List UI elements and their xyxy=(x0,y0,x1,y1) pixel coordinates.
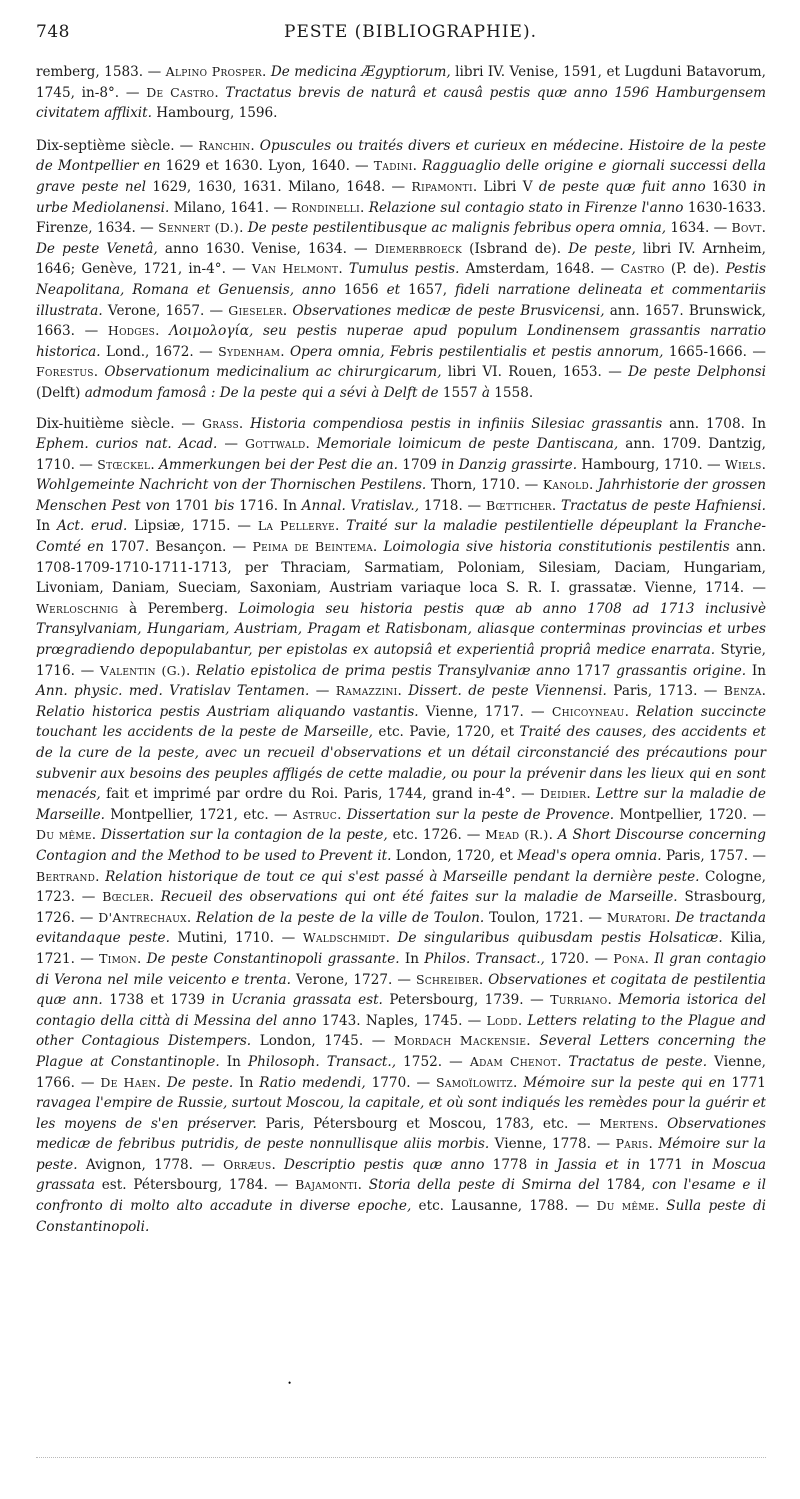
text-run: . xyxy=(644,950,655,967)
text-run: . xyxy=(95,868,106,885)
text-run: 1630 xyxy=(705,178,753,195)
text-run: . xyxy=(478,971,489,988)
text-run: Vienne, 1766. — xyxy=(36,1053,766,1091)
text-run: Lipsiæ, 1715. — xyxy=(127,518,258,535)
work-title: Ephem. curios nat. Acad. xyxy=(36,436,218,453)
text-run: Lond., 1672. — xyxy=(100,343,219,360)
text-run: 1738 et 1739 xyxy=(102,992,212,1009)
author-name: Peima de Beintema xyxy=(252,539,373,555)
author-name: Bœtticher xyxy=(485,497,552,513)
work-title: Observationes et cogitata de pestilentia quæ ann. xyxy=(36,971,766,1009)
author-name: Bertrand xyxy=(36,868,96,884)
text-run: Montpellier, 1721, etc. — xyxy=(104,806,293,823)
text-run: 1656 xyxy=(335,281,387,298)
author-name: Turriano xyxy=(550,992,608,1008)
text-run: . xyxy=(305,436,317,453)
text-run: . xyxy=(385,930,398,947)
work-title: Dissert. de peste Viennensi. xyxy=(408,683,607,700)
work-title: De tractanda evitandaque peste. xyxy=(36,909,766,947)
text-run: libri IV. Arnheim, 1646; Genève, 1721, in-4°. — xyxy=(36,240,766,278)
text-run: — xyxy=(309,683,336,700)
text-run: . xyxy=(607,992,619,1009)
work-title: Relatio epistolica de prima pestis Transylvaniæ anno xyxy=(196,662,571,679)
text-run: Dix-septième siècle. — xyxy=(36,137,199,154)
text-run: London, 1745. — xyxy=(251,1033,394,1050)
author-name: Hodges xyxy=(107,323,156,339)
footer-rule xyxy=(36,1457,766,1458)
text-run: etc. Lausanne, 1788. — xyxy=(411,1198,597,1215)
author-name: Mead (R.) xyxy=(485,827,549,843)
text-run: Paris, 1757. — xyxy=(661,847,766,864)
author-name: Mertens xyxy=(599,1115,655,1131)
text-run: . xyxy=(512,1074,524,1091)
text-run: 1707. Besançon. — xyxy=(104,539,253,556)
author-name: Benza xyxy=(723,683,762,699)
text-run: . xyxy=(761,683,766,700)
text-run: Verone, 1727. — xyxy=(290,971,416,988)
work-title: Relation de la peste de la ville de Toulon. xyxy=(196,909,485,926)
work-title: Tractatus de peste Hafniensi. xyxy=(561,497,766,514)
text-run: Amsterdam, 1648. — xyxy=(459,261,621,278)
text-run: libri VI. Rouen, 1653. — xyxy=(441,364,629,381)
author-name: Du même xyxy=(36,827,92,843)
author-name: Ramazzini xyxy=(335,683,398,699)
text-run: ann. 1709. Dantzig, 1710. — xyxy=(36,436,766,473)
author-name: Bœcler xyxy=(102,889,150,905)
work-title: De peste Delphonsi xyxy=(628,364,767,381)
text-run: . xyxy=(149,889,161,906)
author-name: Gieseler xyxy=(228,302,283,318)
text-run: . xyxy=(526,1033,540,1050)
text-run: . xyxy=(654,1198,667,1215)
author-name: Ripamonti xyxy=(411,178,473,194)
work-title: ravagea l'empire de Russie, surtout Moscou, la capitale, et où sont indiqués les remèdes pour la guérir et les moyens de s'en préserver. xyxy=(36,1095,766,1132)
text-run: 1629 et 1630. Lyon, 1640. — xyxy=(160,158,374,175)
author-name: Adam Chenot xyxy=(469,1053,558,1069)
text-run: . Libri V xyxy=(472,178,539,195)
author-name: Bajamonti xyxy=(295,1177,358,1193)
work-title: Storia della peste di Smirna del xyxy=(368,1177,600,1194)
text-run: Petersbourg, 1739. — xyxy=(382,992,551,1009)
work-title: Dissertation sur la contagion de la peste, xyxy=(100,827,388,844)
work-title: Ann. physic. med. Vratislav Tentamen. xyxy=(36,683,310,700)
text-run: . xyxy=(648,1136,659,1153)
text-run: . xyxy=(338,261,349,278)
work-title: Ratio medendi, xyxy=(259,1074,366,1091)
work-title: Traité sur la maladie pestilentielle dépeuplant la Franche-Comté en xyxy=(36,518,766,556)
work-title: in Ucrania grassata est. xyxy=(211,992,383,1009)
text-run: . xyxy=(136,950,147,967)
work-title: Pestis Neapolitana, Romana et Genuensis, anno xyxy=(36,261,766,298)
work-title: Observationes medicæ de febribus putridis, de peste nonnullisque aliis morbis. xyxy=(36,1115,766,1153)
text-run: London, 1720, et xyxy=(391,847,518,864)
text-run: . xyxy=(150,456,160,473)
text-run: . xyxy=(551,497,562,514)
text-run: . xyxy=(357,1177,369,1194)
author-name: Samoïlowitz xyxy=(436,1074,513,1090)
text-run: In xyxy=(36,518,57,535)
work-title: Traité des causes, des accidents et de la cure de la peste, avec un recueil d'observations et un détail circonstancié des précautions pour subvenir aux besoins des peuples affligés de cette maladie, ou pour la prévenir dans les lieux qui en sont menacés, xyxy=(36,724,766,803)
text-run: 1629, 1630, 1631. Milano, 1648. — xyxy=(146,178,412,195)
text-run: Thorn, 1710. — xyxy=(426,477,543,494)
text-run: 1771 xyxy=(639,1156,692,1173)
work-title: Philos. Transact., xyxy=(424,950,545,967)
text-run: Paris, 1713. — xyxy=(606,683,724,700)
text-run: Paris, Pétersbourg et Moscou, 1783, etc. — xyxy=(256,1115,600,1132)
work-title: Memoriale loimicum de peste Dantiscana, xyxy=(316,436,619,453)
author-name: De Haen xyxy=(100,1074,157,1090)
text-run: (Delft) xyxy=(36,384,85,401)
work-title: Historia compendiosa pestis in infiniis Silesiac grassantis xyxy=(250,415,663,432)
text-run: . xyxy=(654,1115,668,1132)
work-title: Tractatus de peste. xyxy=(568,1053,708,1070)
text-run: . xyxy=(156,1074,167,1091)
text-run: . xyxy=(548,827,558,844)
text-run: Hambourg, 1710. — xyxy=(577,456,726,473)
text-run: . xyxy=(186,909,197,926)
text-run: 1752. — xyxy=(396,1053,470,1070)
text-run: (Isbrand de). xyxy=(462,240,569,257)
text-run: Vienne, 1778. — xyxy=(489,1136,616,1153)
work-title: De peste pestilentibusque ac malignis febribus opera omnia, xyxy=(247,220,667,237)
text-run: . xyxy=(624,703,637,720)
author-name: Sennert (D.) xyxy=(158,220,240,236)
work-title: Λοιμολογία, seu pestis nuperae apud populum Londinensem grassantis narratio historica. xyxy=(36,323,766,360)
text-run: 1717 xyxy=(570,662,617,679)
work-title: Several Letters concerning the Plague at Constantinople. xyxy=(36,1033,766,1070)
text-run: . xyxy=(262,64,271,80)
text-run: Milano, 1641. — xyxy=(169,199,292,216)
work-title: fideli narratione delineata et commentariis illustrata. xyxy=(36,281,766,319)
text-run: Vienne, 1717. — xyxy=(418,703,552,720)
author-name: Castro xyxy=(620,261,665,277)
text-run: 1718. — xyxy=(419,497,486,514)
author-name: Chicoyneau xyxy=(551,703,625,719)
text-run: fait et imprimé par ordre du Roi. Paris, 1744, grand in-4°. — xyxy=(100,786,540,803)
author-name: Alpino Prosper xyxy=(165,64,263,79)
work-title: Loimologia sive historia constitutionis pestilentis xyxy=(383,539,730,556)
text-run: 1558. xyxy=(489,384,534,401)
work-title: Relation succincte touchant les accidents de la peste de Marseille, xyxy=(36,703,767,741)
work-title: Mead's opera omnia. xyxy=(517,847,662,864)
text-run: In xyxy=(219,1053,248,1070)
text-run: . xyxy=(517,1012,528,1029)
bullet-mark: • xyxy=(288,1378,292,1388)
text-run: . xyxy=(397,683,409,700)
text-run: 1720. — xyxy=(544,950,614,967)
text-run: . xyxy=(238,415,251,432)
text-run: Mutini, 1710. — xyxy=(169,930,303,947)
text-run: Cologne, 1723. — xyxy=(36,868,766,906)
text-run: . xyxy=(337,806,347,823)
work-title: Observationum medicinalium ac chirurgicarum, xyxy=(104,364,442,381)
work-title: Annal. Vratislav., xyxy=(301,497,420,514)
work-title: Sulla peste di Constantinopoli. xyxy=(36,1198,766,1235)
author-name: Du même xyxy=(596,1198,655,1214)
work-title: Dissertation sur la peste de Provence. xyxy=(346,806,615,823)
text-run: 1716. In xyxy=(234,497,302,514)
text-run: 1630-1633. Firenze, 1634. — xyxy=(36,199,766,237)
work-title: grassantis origine. xyxy=(616,662,747,679)
text-run: 1557 xyxy=(438,384,482,401)
work-title: Ragguaglio delle origine e giornali successi della grave peste nel xyxy=(36,158,767,195)
text-run: Strasbourg, 1726. — xyxy=(36,889,766,926)
text-run: libri IV. Venise, 1591, et Lugduni Batavorum, 1745, in-8°. — xyxy=(36,64,766,101)
text-run: In xyxy=(233,1074,260,1091)
text-run: . xyxy=(334,518,347,535)
text-run: 1784, xyxy=(599,1177,653,1194)
text-run: . xyxy=(93,364,105,381)
text-run: ann. 1708. In xyxy=(662,415,766,432)
author-name: Sydenham xyxy=(218,343,281,359)
text-run: . xyxy=(280,343,291,360)
author-name: Wiels xyxy=(725,456,762,472)
work-title: Recueil des observations qui ont été faites sur la maladie de Marseille. xyxy=(160,889,678,906)
work-title: in Moscua grassata xyxy=(36,1156,766,1194)
text-run: . xyxy=(214,84,226,101)
text-run: anno 1630. Venise, 1634. — xyxy=(157,240,375,257)
work-title: Opera omnia, Febris pestilentialis et pestis annorum, xyxy=(290,343,664,360)
author-name: Lodd xyxy=(486,1012,518,1028)
author-name: D'Antrechaux xyxy=(98,909,187,925)
work-title: De peste Constantinopoli grassante. xyxy=(146,950,400,967)
text-run: Hambourg, 1596. xyxy=(151,105,278,122)
work-title: Relatio historica pestis Austriam aliquando vastantis. xyxy=(36,703,419,720)
work-title: et xyxy=(386,281,401,298)
work-title: Ammerkungen bei der Pest die an. xyxy=(159,456,398,473)
text-run: . xyxy=(761,456,766,473)
author-name: La Pellerye xyxy=(257,518,335,534)
work-title: Mémoire sur la peste qui en xyxy=(523,1074,726,1091)
work-title: de peste quæ fuit anno xyxy=(538,178,706,195)
work-title: De singularibus quibusdam pestis Holsaticæ. xyxy=(397,930,723,947)
work-title: De medicina Ægyptiorum, xyxy=(270,64,451,80)
text-run: Styrie, 1716. — xyxy=(36,642,766,679)
text-run: . xyxy=(282,302,293,319)
text-run: etc. 1726. — xyxy=(387,827,486,844)
text-run: . xyxy=(239,220,248,237)
text-run: In xyxy=(399,950,425,967)
author-name: Ranchin xyxy=(198,137,251,153)
bibliography-paragraph xyxy=(36,136,766,404)
text-run: 1778 xyxy=(484,1156,536,1173)
text-run: 1770. — xyxy=(365,1074,437,1091)
author-name: Astruc xyxy=(292,806,338,822)
text-run: (P. de). xyxy=(664,261,726,278)
author-name: Diemerbroeck xyxy=(374,240,463,256)
text-run: . xyxy=(185,662,197,679)
work-title: Memoria istorica del contagio della città di Messina del anno xyxy=(36,992,766,1029)
text-run: 1743. Naples, 1745. — xyxy=(316,1012,487,1029)
author-name: Bovt xyxy=(731,220,762,236)
text-run: . xyxy=(271,1156,285,1173)
text-run: Avignon, 1778. — xyxy=(77,1156,224,1173)
author-name: Forestus xyxy=(36,364,94,380)
text-run: 1771 xyxy=(725,1074,766,1091)
work-title: Tumulus pestis. xyxy=(348,261,460,278)
author-name: Deidier xyxy=(539,786,587,802)
work-title: Observationes medicæ de peste Brusvicensi, xyxy=(292,302,605,319)
author-name: Orræus xyxy=(223,1156,272,1172)
page-number: 748 xyxy=(36,22,70,42)
work-title: à xyxy=(481,384,490,401)
work-title: in Jassia et in xyxy=(535,1156,640,1173)
work-title: con l'esame e il confronto di molto alto accadute in diverse epoche, xyxy=(36,1177,766,1215)
work-title: Il gran contagio di Verona nel mile veicento e trenta. xyxy=(36,950,766,988)
author-name: Paris xyxy=(615,1136,649,1152)
text-run: Dix-huitième siècle. — xyxy=(36,415,202,432)
author-name: Grass xyxy=(201,415,239,431)
work-title: Tractatus brevis de naturâ et causâ pestis quæ anno 1596 Hamburgensem civitatem afflixit. xyxy=(36,84,767,122)
text-run: . xyxy=(557,1053,569,1070)
running-title: PESTE (BIBLIOGRAPHIE). xyxy=(284,22,538,42)
work-title: in Danzig grassirte. xyxy=(441,456,578,473)
author-name: De Castro xyxy=(146,84,215,100)
work-title: in urbe Mediolanensi. xyxy=(36,178,767,216)
work-title: Wohlgemeinte Nachricht von der Thornischen Pestilens. xyxy=(36,477,427,494)
text-run: . xyxy=(155,323,170,340)
text-run: . xyxy=(666,909,676,926)
text-run: 1701 xyxy=(170,497,215,514)
text-run: . xyxy=(91,827,101,844)
author-name: Schreiber xyxy=(415,971,479,987)
text-run: Verone, 1657. — xyxy=(102,302,229,319)
work-title: Jahrhistorie der grossen Menschen Pest von xyxy=(36,477,767,514)
text-run: . xyxy=(761,220,766,237)
text-run: . xyxy=(372,539,384,556)
work-title: De peste Venetâ, xyxy=(36,240,158,257)
author-name: Pona xyxy=(613,950,645,966)
text-run: etc. Pavie, 1720, et xyxy=(372,724,520,741)
work-title: Descriptio pestis quæ anno xyxy=(284,1156,485,1173)
work-title: Act. erud. xyxy=(56,518,128,535)
text-run: . xyxy=(588,477,598,494)
page-header xyxy=(36,22,766,52)
text-run: — xyxy=(217,436,246,453)
body-text xyxy=(36,62,766,1237)
author-name: Waldschmidt xyxy=(302,930,386,946)
author-name: Stœckel xyxy=(97,456,151,472)
work-title: Letters relating to the Plague and other Contagious Distempers. xyxy=(36,1012,766,1050)
author-name: Tadini xyxy=(373,158,413,174)
author-name: Timon xyxy=(99,950,137,966)
author-name: Mordach Mackensie xyxy=(393,1033,527,1049)
work-title: Loimologia seu historia pestis quæ ab anno 1708 ad 1713 inclusivè Transylvaniam, Hungariam, Austriam, Pragam et Ratisbonam, aliasque conterminas provincias et urbes prœgradiendo depopulabantur, per epistolas ex autopsiâ et experientiâ propriâ medice enarrata. xyxy=(36,600,766,659)
work-title: admodum famosâ : De la peste qui a sévi à Delft de xyxy=(84,384,439,401)
text-run: ann. 1708-1709-1710-1711-1713, per Thraciam, Sarmatiam, Poloniam, Silesiam, Daciam, Hungariam, Livoniam, Daniam, Sueciam, Saxoniam, Austriam variaque loca S. R. I. grassatæ. Vienne, 1714. — xyxy=(36,539,766,597)
text-run: Montpellier, 1720. — xyxy=(614,806,766,823)
work-title: Relazione sul contagio stato in Firenze l'anno xyxy=(368,199,684,216)
work-title: De peste, xyxy=(568,240,636,257)
text-run: est. Pétersbourg, 1784. — xyxy=(94,1177,296,1194)
author-name: Gottwald xyxy=(245,436,306,452)
author-name: Van Helmont xyxy=(251,261,339,277)
text-run: ann. 1657. Brunswick, 1663. — xyxy=(36,302,766,340)
work-title: Philosoph. Transact., xyxy=(248,1053,397,1070)
text-run: remberg, 1583. — xyxy=(36,64,166,80)
text-run: Kilia, 1721. — xyxy=(36,930,766,967)
bibliography-paragraph xyxy=(36,62,766,124)
text-run: 1665-1666. — xyxy=(663,343,767,360)
author-name: Rondinelli xyxy=(291,199,360,215)
work-title: Relation historique de tout ce qui s'est passé à Marseille pendant la dernière peste. xyxy=(105,868,700,885)
author-name: Muratori xyxy=(606,909,667,925)
text-run: . xyxy=(250,137,260,154)
text-run: 1709 xyxy=(397,456,442,473)
work-title: bis xyxy=(214,497,235,514)
text-run: . xyxy=(412,158,423,175)
text-run: 1634. — xyxy=(666,220,732,237)
author-name: Werloschnig xyxy=(36,600,119,616)
work-title: A Short Discourse concerning Contagion and the Method to be used to Prevent it. xyxy=(36,827,766,864)
text-run: . xyxy=(359,199,369,216)
author-name: Kanold xyxy=(542,477,589,493)
work-title: De peste. xyxy=(166,1074,234,1091)
work-title: Mémoire sur la peste. xyxy=(36,1136,766,1173)
bibliography-paragraph xyxy=(36,414,766,1238)
work-title: Opuscules ou traités divers et curieux en médecine. Histoire de la peste de Montpellier en xyxy=(36,137,766,175)
text-run: . xyxy=(586,786,597,803)
work-title: Lettre sur la maladie de Marseille. xyxy=(36,786,766,823)
text-run: Toulon, 1721. — xyxy=(484,909,607,926)
text-run: à Peremberg. xyxy=(118,600,239,617)
author-name: Valentin (G.) xyxy=(100,662,186,678)
text-run: 1657, xyxy=(400,281,456,298)
text-run: In xyxy=(746,662,766,679)
